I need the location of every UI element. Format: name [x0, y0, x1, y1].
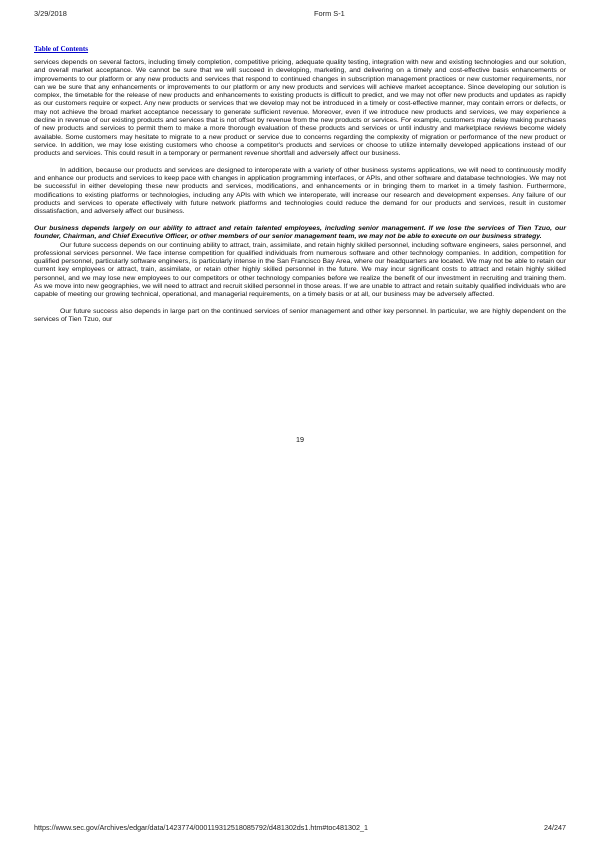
table-of-contents-link[interactable]: Table of Contents [34, 45, 89, 53]
document-body [34, 59, 566, 325]
header-title: Form S-1 [314, 9, 345, 18]
paragraph-personnel: Our future success depends on our continuing ability to attract, train, assimilate, and retain highly skilled personnel, including software engineers, sales personnel, and professional services personnel. We face intense competition for qualified individuals from numerous software and other technology companies. In addition, competition for qualified personnel, particularly software engineers, is particularly intense in the San Francisco Bay Area, where our headquarters are located. We may not be able to retain our current key employees or attract, train, assimilate, or retain other highly skilled personnel in the future. We may incur significant costs to attract and retain highly skilled personnel, and we may lose new employees to our competitors or other technology companies before we realize the benefit of our investment in recruiting and training them. As we move into new geographies, we will need to attract and recruit skilled personnel in those areas. If we are unable to attract and retain suitably qualified individuals who are capable of meeting our growing technical, operational, and managerial requirements, on a timely basis or at all, our business may be adversely affected. [34, 241, 566, 299]
page-number: 19 [296, 435, 304, 444]
paragraph-product-development: services depends on several factors, including timely completion, competitive pricing, adequate quality testing, integration with new and existing technologies and our solution, and overall market acceptance. We cannot be sure that we will succeed in developing, marketing, and delivering on a timely and cost-effective basis enhancements or improvements to our platform or any new products and services that respond to continued changes in subscription management practices or new customer requirements, nor can we be sure that any enhancements or improvements to our platform or any new products and services will achieve market acceptance. Since developing our solution is complex, the timetable for the release of new products and enhancements to existing products is difficult to predict, and we may not offer new products and updates as rapidly as our customers require or expect. Any new products or services that we develop may not be introduced in a timely or cost-effective manner, may contain errors or defects, or may not achieve the broad market acceptance necessary to generate sufficient revenue. Moreover, even if we introduce new products and services, we may experience a decline in revenue of our existing products and services that is not offset by revenue from the new products or services. For example, customers may delay making purchases of new products and services to permit them to make a more thorough evaluation of these products and services or until industry and marketplace reviews become widely available. Some customers may hesitate to migrate to a new product or service due to concerns regarding the complexity of migration or performance of the new product or service. In addition, we may lose existing customers who choose a competitor's products and services or choose to utilize internally developed applications instead of our products and services. This could result in a temporary or permanent revenue shortfall and adversely affect our business. [34, 59, 566, 158]
paragraph-key-personnel: Our future success also depends in large part on the continued services of senior management and other key personnel. In particular, we are highly dependent on the services of Tien Tzuo, our [34, 307, 566, 324]
footer-url: https://www.sec.gov/Archives/edgar/data/1423774/000119312518085792/d481302ds1.htm#toc481302_1 [34, 823, 368, 832]
paragraph-interoperability: In addition, because our products and services are designed to interoperate with a variety of other business systems applications, we will need to continuously modify and enhance our products and services to keep pace with changes in application programming interfaces, or APIs, and other software and database technologies. We may not be successful in either developing these new products and services, modifications, and enhancements or in bringing them to market in a timely fashion. Furthermore, modifications to existing platforms or technologies, including any APIs with which we interoperate, will increase our research and development expenses. Any failure of our products and services to operate effectively with future network platforms and technologies could reduce the demand for our products and services, result in customer dissatisfaction, and adversely affect our business. [34, 166, 566, 216]
header-date: 3/29/2018 [34, 9, 67, 18]
footer-page-count: 24/247 [544, 823, 566, 832]
risk-factor-heading: Our business depends largely on our ability to attract and retain talented employees, including senior management. If we lose the services of Tien Tzuo, our founder, Chairman, and Chief Executive Officer, or other members of our senior management team, we may not be able to execute on our business strategy. [34, 224, 566, 241]
